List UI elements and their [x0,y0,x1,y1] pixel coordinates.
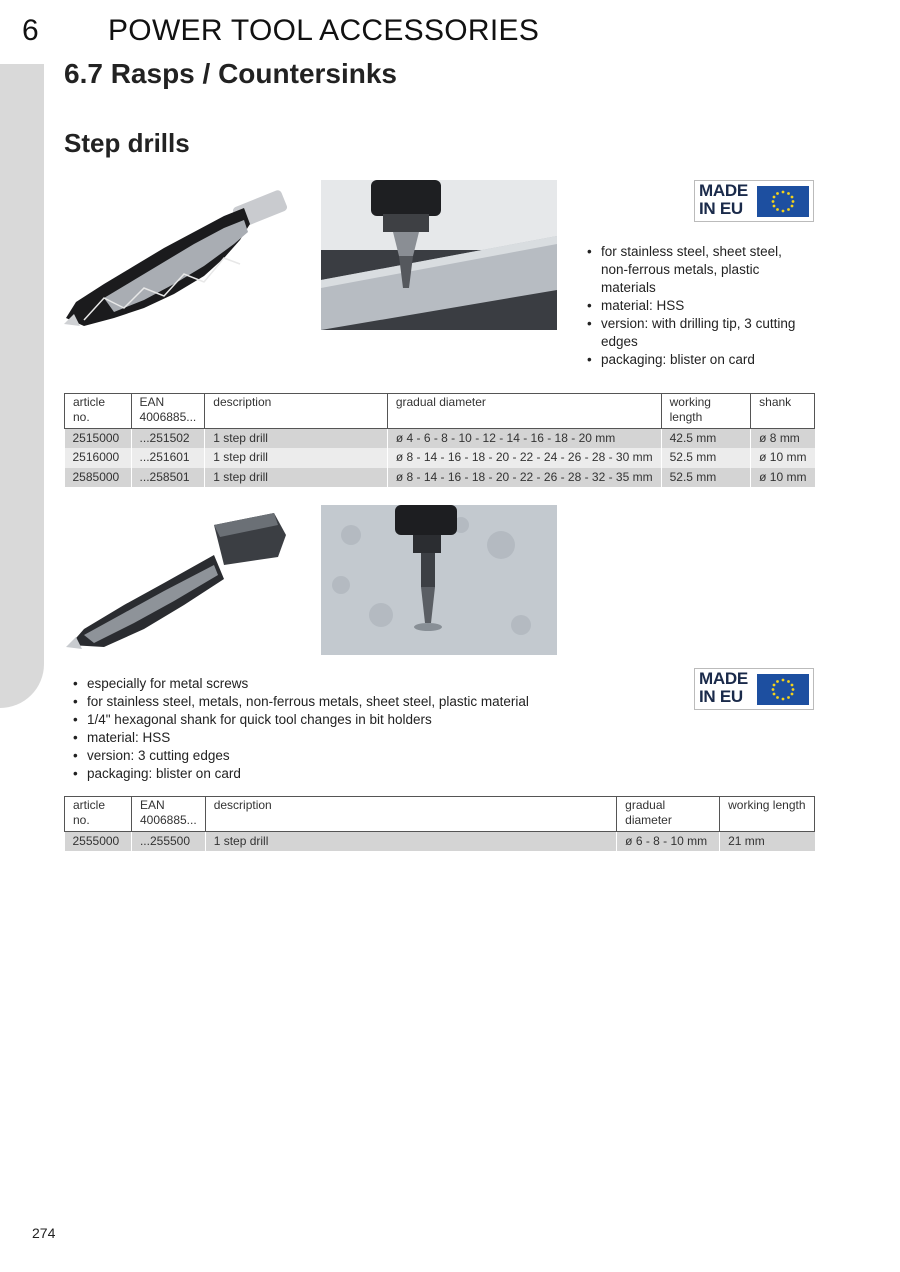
header-diameter: gradual diameter [387,394,661,429]
made-in-eu-badge [694,668,814,710]
cell-diameter: ø 4 - 6 - 8 - 10 - 12 - 14 - 16 - 18 - 20 mm [387,429,661,449]
cell-article: 2516000 [65,448,132,468]
cell-ean: ...251502 [131,429,205,449]
badge-line-2: IN EU [699,687,743,706]
made-in-eu-badge [694,180,814,222]
badge-line-2: IN EU [699,199,743,218]
drill-press-in-use-image [321,180,557,330]
screwdriver-drilling-metal-image [321,505,557,655]
header-ean: EAN 4006885... [131,797,205,832]
header-article: article no. [65,797,132,832]
cell-diameter: ø 6 - 8 - 10 mm [617,832,720,852]
product2-spec-table [64,796,815,851]
cell-description: 1 step drill [205,468,388,488]
product2-feature-list [73,675,593,783]
header-length: working length [720,797,815,832]
product-title: Step drills [64,128,190,158]
eu-flag-icon [757,674,809,705]
feature-item: • for stainless steel, metals, non-ferrous metals, sheet steel, plastic material [73,693,593,711]
cell-shank: ø 8 mm [751,429,815,449]
feature-item: • version: 3 cutting edges [73,747,593,765]
cell-diameter: ø 8 - 14 - 16 - 18 - 20 - 22 - 24 - 26 - 28 - 30 mm [387,448,661,468]
step-drill-product-image [64,180,288,330]
chapter-title: POWER TOOL ACCESSORIES [108,14,540,47]
cell-article: 2585000 [65,468,132,488]
chapter-number: 6 [22,14,39,47]
header-description: description [205,797,616,832]
cell-article: 2515000 [65,429,132,449]
header-length: working length [661,394,751,429]
header-diameter: gradual diameter [617,797,720,832]
cell-description: 1 step drill [205,832,616,852]
cell-shank: ø 10 mm [751,468,815,488]
section-title: 6.7 Rasps / Countersinks [64,58,398,89]
table-row [65,448,815,468]
feature-item: • version: with drilling tip, 3 cutting edges [587,315,802,351]
cell-length: 21 mm [720,832,815,852]
badge-line-1: MADE [699,669,748,688]
header-ean: EAN 4006885... [131,394,205,429]
cell-length: 42.5 mm [661,429,751,449]
cell-length: 52.5 mm [661,468,751,488]
cell-ean: ...258501 [131,468,205,488]
cell-description: 1 step drill [205,448,388,468]
hex-shank-step-drill-image [64,505,288,655]
feature-item: • packaging: blister on card [73,765,593,783]
feature-item: • especially for metal screws [73,675,593,693]
header-article: article no. [65,394,132,429]
table-header-row [65,394,815,429]
feature-item: • material: HSS [587,297,802,315]
product1-spec-table [64,393,815,487]
table-row [65,832,815,852]
feature-item: • 1/4" hexagonal shank for quick tool changes in bit holders [73,711,593,729]
page-number: 274 [32,1225,56,1241]
header-shank: shank [751,394,815,429]
cell-ean: ...255500 [131,832,205,852]
feature-item: • for stainless steel, sheet steel, non-ferrous metals, plastic materials [587,243,802,297]
eu-flag-icon [757,186,809,217]
cell-article: 2555000 [65,832,132,852]
cell-shank: ø 10 mm [751,448,815,468]
cell-description: 1 step drill [205,429,388,449]
cell-length: 52.5 mm [661,448,751,468]
table-row [65,468,815,488]
table-header-row [65,797,815,832]
badge-line-1: MADE [699,181,748,200]
chapter-side-tab [0,64,44,708]
feature-item: • material: HSS [73,729,593,747]
header-description: description [205,394,388,429]
feature-item: • packaging: blister on card [587,351,802,369]
cell-ean: ...251601 [131,448,205,468]
cell-diameter: ø 8 - 14 - 16 - 18 - 20 - 22 - 26 - 28 - 32 - 35 mm [387,468,661,488]
table-row [65,429,815,449]
product1-feature-list [587,243,802,369]
